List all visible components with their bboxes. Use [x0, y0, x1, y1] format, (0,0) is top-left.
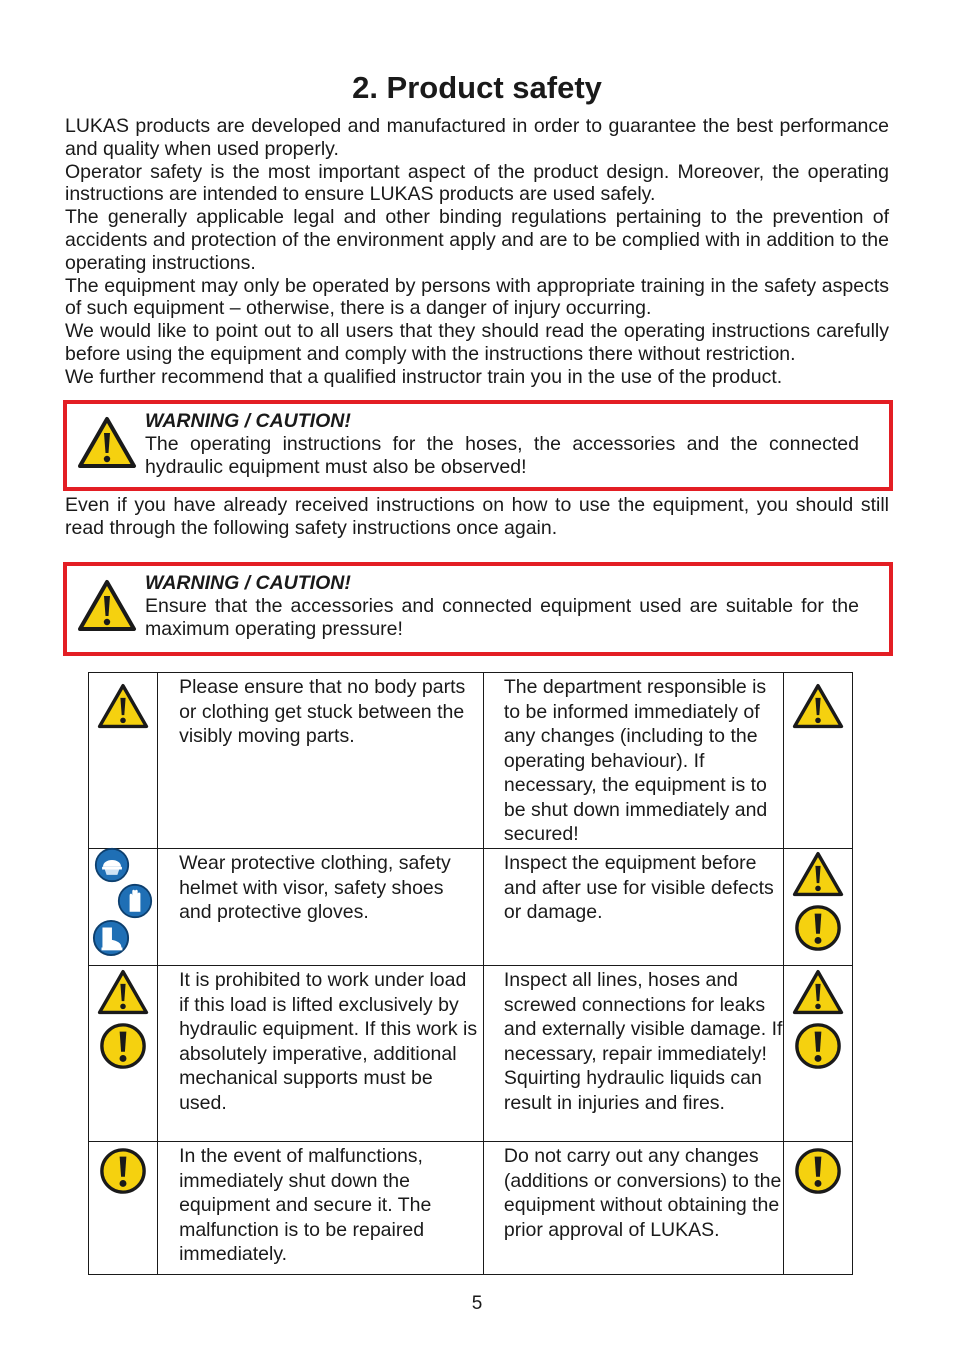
warning-box-hoses — [63, 400, 893, 491]
instruction-text: Wear protective clothing, safety helmet with visor, safety shoes and protective gloves. — [158, 849, 484, 966]
table-row — [89, 1142, 853, 1275]
instruction-text: The department responsible is to be informed immediately of any changes (including to the operating behaviour). If necessary, the equipment is to be shut down immediately and secured! — [483, 673, 783, 849]
warning-box-pressure — [63, 562, 893, 656]
table-row — [89, 673, 853, 849]
gloves-icon — [117, 883, 153, 919]
instruction-text: Inspect all lines, hoses and screwed connections for leaks and externally visible damage. If necessary, repair immediately! Squirting hydraulic liquids can result in injuries and fires. — [483, 966, 783, 1142]
warning-body: The operating instructions for the hoses, the accessories and the connected hydraulic equipment must also be observed! — [145, 433, 859, 478]
intro-paragraph: We further recommend that a qualified instructor train you in the use of the product. — [65, 365, 783, 388]
table-row — [89, 966, 853, 1142]
warning-triangle-icon — [77, 579, 137, 633]
intro-paragraph: LUKAS products are developed and manufactured in order to guarantee the best performance and quality when used properly. — [65, 115, 889, 160]
icon-cell — [89, 673, 158, 849]
safety-shoes-icon — [92, 919, 130, 957]
instruction-text: It is prohibited to work under load if this load is lifted exclusively by hydraulic equipment. If this work is absolutely imperative, additional mechanical supports must be used. — [158, 966, 484, 1142]
instruction-text: In the event of malfunctions, immediately shut down the equipment and secure it. The malfunction is to be repaired immediately. — [158, 1142, 484, 1275]
page-title: 2. Product safety — [352, 70, 602, 105]
exclamation-circle-icon — [794, 1147, 842, 1195]
warning-title: WARNING / CAUTION! — [145, 410, 351, 432]
intro-text — [65, 115, 889, 389]
icon-cell — [89, 1142, 158, 1275]
instruction-text: Inspect the equipment before and after use for visible defects or damage. — [483, 849, 783, 966]
helmet-visor-icon — [94, 847, 130, 883]
warning-title: WARNING / CAUTION! — [145, 572, 351, 594]
icon-cell — [783, 849, 852, 966]
icon-cell — [783, 966, 852, 1142]
page-number: 5 — [471, 1293, 483, 1314]
intro-paragraph: The generally applicable legal and other binding regulations pertaining to the prevention of accidents and protection of the environment apply and are to be complied with in addition to the operating instructions. — [65, 206, 889, 274]
exclamation-circle-icon — [794, 1022, 842, 1070]
exclamation-circle-icon — [99, 1147, 147, 1195]
table-row — [89, 849, 853, 966]
instruction-text: Do not carry out any changes (additions or conversions) to the equipment without obtaining the prior approval of LUKAS. — [483, 1142, 783, 1275]
warning-triangle-icon — [792, 851, 844, 898]
warning-body: Ensure that the accessories and connected equipment used are suitable for the maximum operating pressure! — [145, 595, 859, 640]
instruction-text: Please ensure that no body parts or clothing get stuck between the visibly moving parts. — [158, 673, 484, 849]
icon-cell — [783, 1142, 852, 1275]
exclamation-circle-icon — [99, 1022, 147, 1070]
exclamation-circle-icon — [794, 904, 842, 952]
reminder-text: Even if you have already received instructions on how to use the equipment, you should still read through the following safety instructions once again. — [65, 494, 889, 539]
warning-triangle-icon — [792, 683, 844, 730]
icon-cell — [89, 849, 158, 966]
safety-instructions-table — [88, 672, 853, 1275]
intro-paragraph: Operator safety is the most important aspect of the product design. Moreover, the operating instructions are intended to ensure LUKAS products are used safely. — [65, 160, 889, 206]
warning-triangle-icon — [97, 683, 149, 730]
warning-triangle-icon — [97, 969, 149, 1016]
icon-cell — [89, 966, 158, 1142]
icon-cell — [783, 673, 852, 849]
warning-triangle-icon — [77, 416, 137, 470]
intro-paragraph: We would like to point out to all users that they should read the operating instructions carefully before using the equipment and comply with the instructions there without restriction. — [65, 320, 889, 365]
warning-triangle-icon — [792, 969, 844, 1016]
intro-paragraph: The equipment may only be operated by persons with appropriate training in the safety aspects of such equipment – otherwise, there is a danger of injury occurring. — [65, 274, 889, 320]
